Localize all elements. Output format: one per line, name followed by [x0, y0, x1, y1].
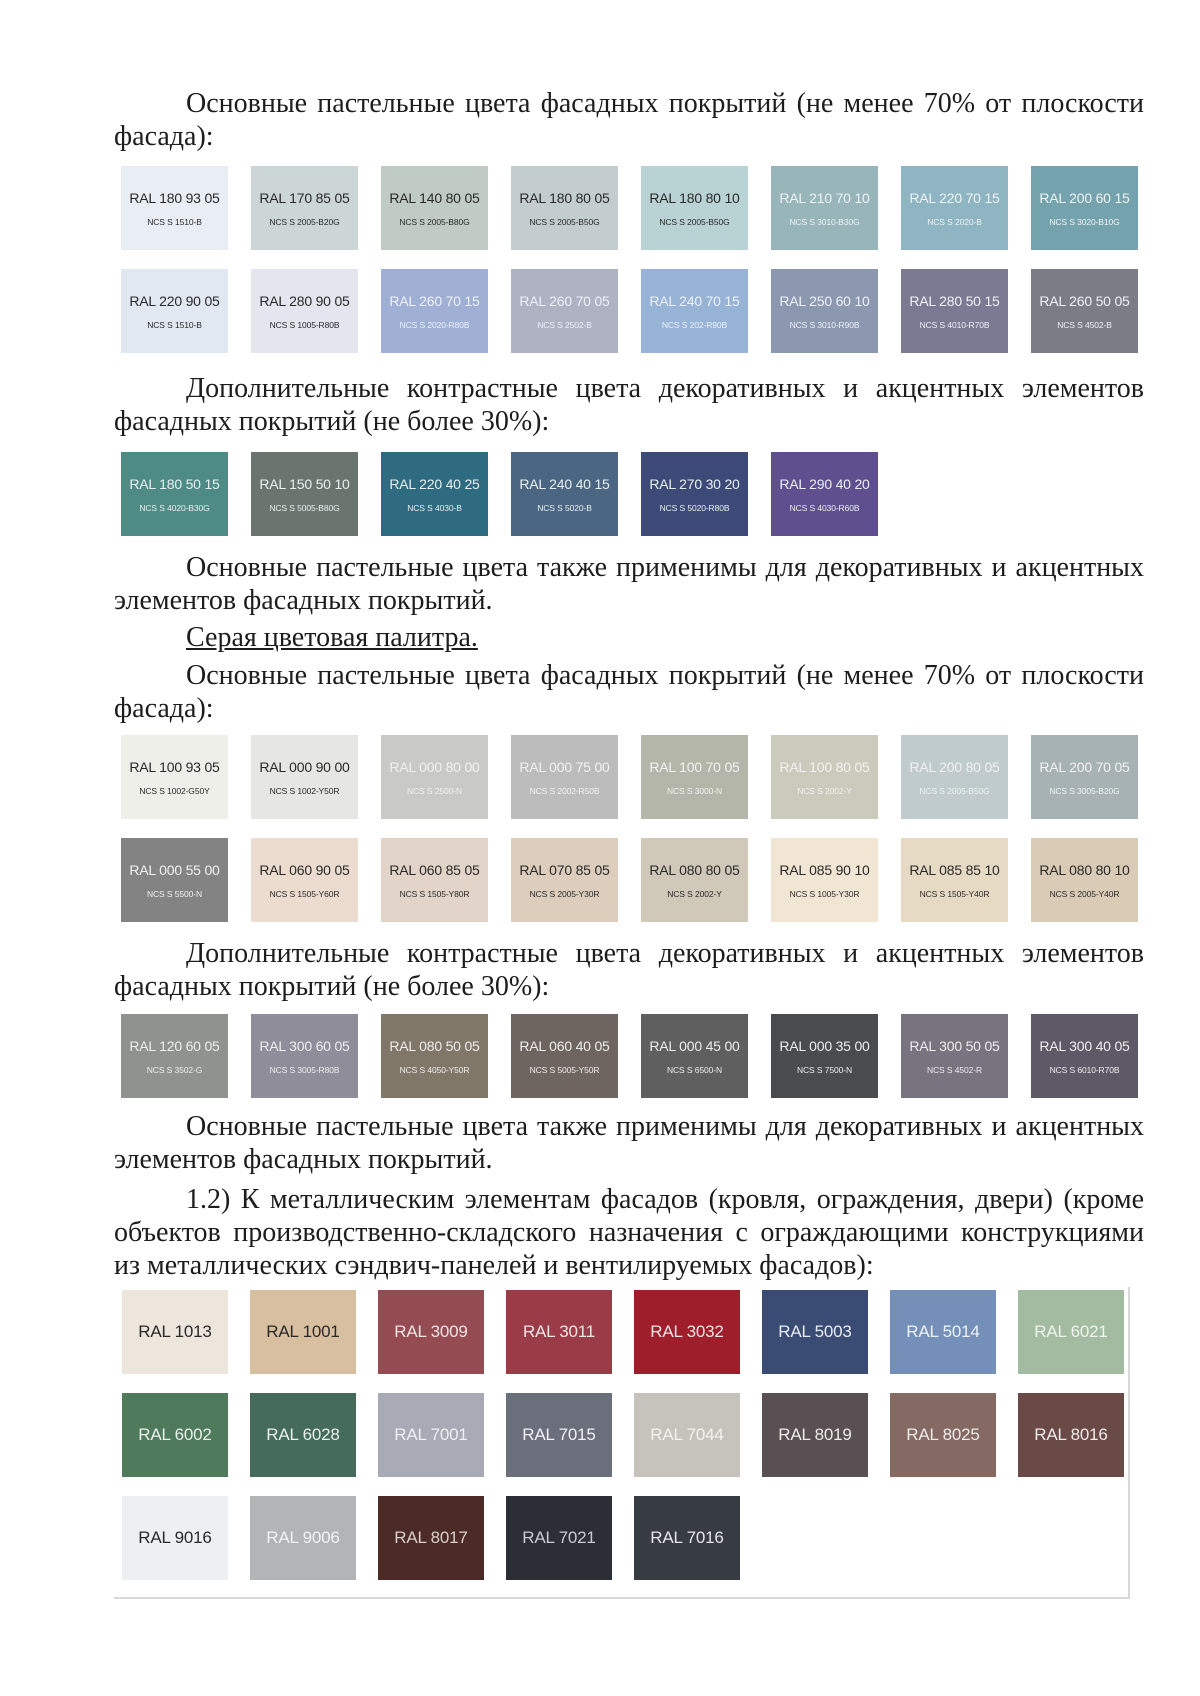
swatch-ncs-code: NCS S 3502-G: [146, 1064, 203, 1075]
swatch-ral-code: RAL 200 80 05: [909, 758, 1000, 775]
swatch-ral-code: RAL 6028: [266, 1425, 340, 1444]
swatch-ral-code: RAL 220 40 25: [389, 475, 480, 492]
swatch-ral-code: RAL 150 50 10: [259, 475, 350, 492]
swatch-ral-code: RAL 7001: [394, 1425, 468, 1444]
color-swatch: [378, 1290, 484, 1374]
swatch-ral-code: RAL 300 40 05: [1039, 1037, 1130, 1054]
swatch-ral-code: RAL 7044: [650, 1425, 724, 1444]
swatch-ncs-code: NCS S 2502-B: [537, 319, 592, 330]
paragraph-gray-pastel-main: Основные пастельные цвета фасадных покрытий (не менее 70% от плоскости фасада):: [114, 660, 1144, 724]
swatch-ncs-code: NCS S 1005-R80B: [269, 319, 340, 330]
color-swatch: [381, 735, 488, 819]
swatch-ncs-code: NCS S 5020-B: [537, 502, 592, 513]
swatch-ral-code: RAL 140 80 05: [389, 189, 480, 206]
color-swatch: [250, 1290, 356, 1374]
swatch-ral-code: RAL 300 50 05: [909, 1037, 1000, 1054]
swatch-ral-code: RAL 260 50 05: [1039, 292, 1130, 309]
swatch-ncs-code: NCS S 3005-B20G: [1049, 785, 1120, 796]
swatch-ral-code: RAL 3009: [394, 1322, 468, 1341]
swatch-ncs-code: NCS S 3020-B10G: [1049, 216, 1120, 227]
color-swatch: [251, 838, 358, 922]
color-swatch: [762, 1290, 868, 1374]
color-swatch: [641, 166, 748, 250]
swatch-ncs-code: NCS S 2020-R80B: [399, 319, 470, 330]
swatch-ncs-code: NCS S 4050-Y50R: [399, 1064, 470, 1075]
swatch-ral-code: RAL 240 40 15: [519, 475, 610, 492]
swatch-ral-code: RAL 060 40 05: [519, 1037, 610, 1054]
swatch-ral-code: RAL 260 70 15: [389, 292, 480, 309]
color-swatch: [122, 1496, 228, 1580]
color-swatch: [1031, 269, 1138, 353]
swatch-ncs-code: NCS S 4502-B: [1057, 319, 1112, 330]
swatch-ral-code: RAL 000 55 00: [129, 861, 220, 878]
swatch-ncs-code: NCS S 1505-Y80R: [399, 888, 470, 899]
color-swatch: [634, 1393, 740, 1477]
swatch-ral-code: RAL 170 85 05: [259, 189, 350, 206]
color-swatch: [1018, 1393, 1124, 1477]
swatch-ral-code: RAL 8016: [1034, 1425, 1108, 1444]
color-swatch: [901, 166, 1008, 250]
swatch-ncs-code: NCS S 3010-B30G: [789, 216, 860, 227]
color-swatch: [511, 1014, 618, 1098]
swatch-ral-code: RAL 000 45 00: [649, 1037, 740, 1054]
color-swatch: [641, 735, 748, 819]
color-swatch: [901, 1014, 1008, 1098]
color-swatch: [121, 269, 228, 353]
swatch-ral-code: RAL 180 50 15: [129, 475, 220, 492]
color-swatch: [378, 1393, 484, 1477]
color-swatch: [251, 1014, 358, 1098]
color-swatch: [511, 838, 618, 922]
paragraph-pastel-also: Основные пастельные цвета также применимы для декоративных и акцентных элементов фасадных покрытий.: [114, 552, 1144, 616]
color-swatch: [250, 1393, 356, 1477]
swatch-ral-code: RAL 290 40 20: [779, 475, 870, 492]
swatch-grid-metal: [122, 1290, 1124, 1580]
color-swatch: [250, 1496, 356, 1580]
swatch-ncs-code: NCS S 2020-B: [927, 216, 982, 227]
swatch-ral-code: RAL 180 93 05: [129, 189, 220, 206]
swatch-ral-code: RAL 080 80 05: [649, 861, 740, 878]
color-swatch: [634, 1496, 740, 1580]
swatch-ncs-code: NCS S 2005-B50G: [919, 785, 990, 796]
swatch-ral-code: RAL 1001: [266, 1322, 340, 1341]
paragraph-metal-elements: 1.2) К металлическим элементам фасадов (кровля, ограждения, двери) (кроме объектов производственно-складского назначения с ограждающими конструкциями из металлических сэндвич-панелей и вентилируемых фасадов):: [114, 1184, 1144, 1281]
swatch-ncs-code: NCS S 7500-N: [796, 1064, 853, 1075]
swatch-ncs-code: NCS S 2002-R50B: [529, 785, 600, 796]
swatch-ncs-code: NCS S 1505-Y40R: [919, 888, 990, 899]
swatch-ral-code: RAL 000 35 00: [779, 1037, 870, 1054]
swatch-grid-gray-accent: [121, 1014, 1138, 1098]
paragraph-gray-contrast-accent: Дополнительные контрастные цвета декоративных и акцентных элементов фасадных покрытий (не более 30%):: [114, 938, 1144, 1002]
color-swatch: [121, 1014, 228, 1098]
color-swatch: [634, 1290, 740, 1374]
swatch-ral-code: RAL 260 70 05: [519, 292, 610, 309]
swatch-ncs-code: NCS S 2005-B80G: [399, 216, 470, 227]
color-swatch: [378, 1496, 484, 1580]
swatch-ral-code: RAL 100 93 05: [129, 758, 220, 775]
color-swatch: [771, 1014, 878, 1098]
color-swatch: [771, 838, 878, 922]
swatch-ral-code: RAL 070 85 05: [519, 861, 610, 878]
swatch-ral-code: RAL 080 80 10: [1039, 861, 1130, 878]
paragraph-gray-pastel-also: Основные пастельные цвета также применимы для декоративных и акцентных элементов фасадных покрытий.: [114, 1111, 1144, 1175]
color-swatch: [511, 166, 618, 250]
swatch-ral-code: RAL 8019: [778, 1425, 852, 1444]
swatch-ral-code: RAL 8025: [906, 1425, 980, 1444]
swatch-ncs-code: NCS S 2500-N: [406, 785, 463, 796]
color-swatch: [506, 1496, 612, 1580]
swatch-ncs-code: NCS S 6500-N: [666, 1064, 723, 1075]
swatch-ncs-code: NCS S 1002-G50Y: [139, 785, 210, 796]
swatch-ncs-code: NCS S 2002-Y: [797, 785, 852, 796]
color-swatch: [771, 452, 878, 536]
swatch-ral-code: RAL 3011: [522, 1322, 596, 1341]
swatch-grid-blue-accent: [121, 452, 878, 536]
color-swatch: [771, 166, 878, 250]
swatch-ncs-code: NCS S 4502-R: [926, 1064, 983, 1075]
swatch-ncs-code: NCS S 4030-R60B: [789, 502, 860, 513]
swatch-ral-code: RAL 9006: [266, 1528, 340, 1547]
color-swatch: [122, 1393, 228, 1477]
swatch-ral-code: RAL 060 85 05: [389, 861, 480, 878]
swatch-ral-code: RAL 220 70 15: [909, 189, 1000, 206]
swatch-ral-code: RAL 180 80 05: [519, 189, 610, 206]
swatch-ncs-code: NCS S 6010-R70B: [1049, 1064, 1120, 1075]
swatch-ral-code: RAL 085 90 10: [779, 861, 870, 878]
color-swatch: [511, 735, 618, 819]
color-swatch: [771, 269, 878, 353]
color-swatch: [1031, 735, 1138, 819]
swatch-ral-code: RAL 100 70 05: [649, 758, 740, 775]
swatch-ncs-code: NCS S 5500-N: [146, 888, 203, 899]
swatch-ral-code: RAL 7021: [522, 1528, 596, 1547]
swatch-ral-code: RAL 7016: [650, 1528, 724, 1547]
color-swatch: [762, 1393, 868, 1477]
swatch-ral-code: RAL 000 75 00: [519, 758, 610, 775]
color-swatch: [511, 452, 618, 536]
color-swatch: [251, 735, 358, 819]
swatch-ral-code: RAL 080 50 05: [389, 1037, 480, 1054]
swatch-ral-code: RAL 210 70 10: [779, 189, 870, 206]
swatch-ncs-code: NCS S 1002-Y50R: [269, 785, 340, 796]
swatch-ral-code: RAL 8017: [394, 1528, 468, 1547]
color-swatch: [1018, 1290, 1124, 1374]
swatch-ncs-code: NCS S 1005-Y30R: [789, 888, 860, 899]
swatch-ncs-code: NCS S 202-R90B: [661, 319, 728, 330]
swatch-ncs-code: NCS S 5020-R80B: [659, 502, 730, 513]
swatch-ncs-code: NCS S 2005-B50G: [659, 216, 730, 227]
color-swatch: [901, 838, 1008, 922]
color-swatch: [381, 269, 488, 353]
swatch-ral-code: RAL 180 80 10: [649, 189, 740, 206]
swatch-ncs-code: NCS S 2005-Y30R: [529, 888, 600, 899]
swatch-ncs-code: NCS S 4030-B: [407, 502, 462, 513]
swatch-ral-code: RAL 000 90 00: [259, 758, 350, 775]
color-swatch: [251, 269, 358, 353]
swatch-ral-code: RAL 240 70 15: [649, 292, 740, 309]
swatch-ncs-code: NCS S 3010-R90B: [789, 319, 860, 330]
swatch-ncs-code: NCS S 2005-B50G: [529, 216, 600, 227]
color-swatch: [890, 1290, 996, 1374]
swatch-ral-code: RAL 6021: [1034, 1322, 1108, 1341]
swatch-ral-code: RAL 270 30 20: [649, 475, 740, 492]
color-swatch: [1031, 166, 1138, 250]
swatch-ral-code: RAL 300 60 05: [259, 1037, 350, 1054]
color-swatch: [641, 269, 748, 353]
swatch-ral-code: RAL 000 80 00: [389, 758, 480, 775]
swatch-ncs-code: NCS S 1510-B: [147, 319, 202, 330]
swatch-ral-code: RAL 280 90 05: [259, 292, 350, 309]
color-swatch: [122, 1290, 228, 1374]
paragraph-pastel-main: Основные пастельные цвета фасадных покрытий (не менее 70% от плоскости фасада):: [114, 88, 1144, 152]
swatch-ral-code: RAL 9016: [138, 1528, 212, 1547]
swatch-ral-code: RAL 6002: [138, 1425, 212, 1444]
color-swatch: [771, 735, 878, 819]
color-swatch: [641, 838, 748, 922]
swatch-ral-code: RAL 7015: [522, 1425, 596, 1444]
swatch-ncs-code: NCS S 2005-B20G: [269, 216, 340, 227]
swatch-ncs-code: NCS S 1510-B: [147, 216, 202, 227]
swatch-ncs-code: NCS S 1505-Y60R: [269, 888, 340, 899]
swatch-ncs-code: NCS S 2005-Y40R: [1049, 888, 1120, 899]
swatch-ncs-code: NCS S 4020-B30G: [139, 502, 210, 513]
color-swatch: [901, 735, 1008, 819]
color-swatch: [251, 166, 358, 250]
color-swatch: [1031, 1014, 1138, 1098]
swatch-ral-code: RAL 5003: [778, 1322, 852, 1341]
color-swatch: [381, 452, 488, 536]
swatch-ncs-code: NCS S 3000-N: [666, 785, 723, 796]
color-swatch: [121, 166, 228, 250]
color-swatch: [511, 269, 618, 353]
swatch-ral-code: RAL 5014: [906, 1322, 980, 1341]
swatch-ral-code: RAL 085 85 10: [909, 861, 1000, 878]
swatch-ral-code: RAL 250 60 10: [779, 292, 870, 309]
swatch-ral-code: RAL 220 90 05: [129, 292, 220, 309]
color-swatch: [506, 1290, 612, 1374]
swatch-ncs-code: NCS S 3005-R80B: [269, 1064, 340, 1075]
swatch-ncs-code: NCS S 4010-R70B: [919, 319, 990, 330]
swatch-ral-code: RAL 3032: [650, 1322, 724, 1341]
color-swatch: [1031, 838, 1138, 922]
swatch-ncs-code: NCS S 5005-B80G: [269, 502, 340, 513]
color-swatch: [506, 1393, 612, 1477]
swatch-ral-code: RAL 060 90 05: [259, 861, 350, 878]
color-swatch: [381, 1014, 488, 1098]
swatch-ral-code: RAL 120 60 05: [129, 1037, 220, 1054]
color-swatch: [901, 269, 1008, 353]
color-swatch: [381, 166, 488, 250]
swatch-ral-code: RAL 100 80 05: [779, 758, 870, 775]
color-swatch: [381, 838, 488, 922]
paragraph-contrast-accent: Дополнительные контрастные цвета декоративных и акцентных элементов фасадных покрытий (не более 30%):: [114, 373, 1144, 437]
swatch-ral-code: RAL 200 60 15: [1039, 189, 1130, 206]
color-swatch: [121, 735, 228, 819]
swatch-ncs-code: NCS S 5005-Y50R: [529, 1064, 600, 1075]
color-swatch: [121, 838, 228, 922]
gray-palette-heading: Серая цветовая палитра.: [186, 622, 478, 653]
swatch-grid-gray-main: [121, 735, 1138, 922]
swatch-ral-code: RAL 280 50 15: [909, 292, 1000, 309]
swatch-ral-code: RAL 200 70 05: [1039, 758, 1130, 775]
color-swatch: [641, 1014, 748, 1098]
swatch-ncs-code: NCS S 2002-Y: [667, 888, 722, 899]
color-swatch: [251, 452, 358, 536]
swatch-grid-blue-main: [121, 166, 1138, 353]
swatch-ral-code: RAL 1013: [138, 1322, 212, 1341]
color-swatch: [641, 452, 748, 536]
color-swatch: [121, 452, 228, 536]
color-swatch: [890, 1393, 996, 1477]
